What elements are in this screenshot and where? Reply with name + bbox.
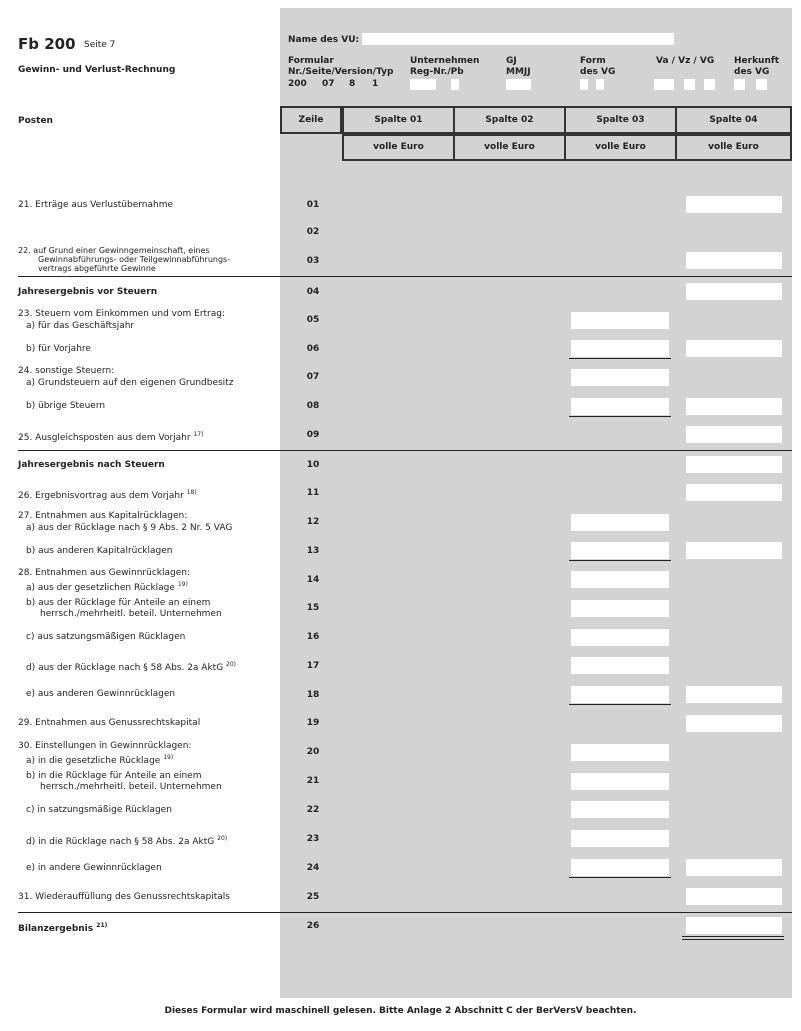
spalte-03-header: Spalte 03 [564, 106, 677, 134]
formular-value-2: 07 [322, 79, 335, 89]
spalte-03-input-05[interactable] [571, 312, 669, 329]
sum-line [569, 416, 671, 417]
unit-01: volle Euro [342, 134, 455, 161]
spalte-03-input-12[interactable] [571, 514, 669, 531]
row-label: 30. Einstellungen in Gewinnrücklagen: [18, 741, 192, 751]
zeile-number: 23 [306, 834, 320, 844]
row-label: e) aus anderen Gewinnrücklagen [26, 689, 176, 699]
spalte-03-input-06[interactable] [571, 340, 669, 357]
spalte-03-input-20[interactable] [571, 744, 669, 761]
formular-value-4: 1 [372, 79, 379, 89]
zeile-number: 14 [306, 575, 320, 585]
row-label: herrsch./mehrheitl. beteil. Unternehmen [40, 609, 222, 619]
mmjj-label: MMJJ [506, 67, 531, 77]
form-subtitle: Gewinn- und Verlust-Rechnung [18, 65, 176, 75]
zeile-number: 10 [306, 460, 320, 470]
zeile-number: 15 [306, 603, 320, 613]
gj-label: GJ [506, 56, 517, 66]
spalte-04-input-13[interactable] [686, 542, 782, 559]
zeile-number: 04 [306, 287, 320, 297]
formular-value-3: 8 [349, 79, 356, 89]
spalte-03-input-08[interactable] [571, 398, 669, 415]
sum-line [569, 358, 671, 359]
double-sum-line [682, 939, 784, 940]
row-label: a) Grundsteuern auf den eigenen Grundbesitz [26, 378, 234, 388]
unit-03: volle Euro [564, 134, 677, 161]
form-id: Fb 200 [18, 35, 76, 53]
divider [18, 450, 792, 451]
page-number: Seite 7 [84, 40, 116, 50]
spalte-04-input-06[interactable] [686, 340, 782, 357]
zeile-number: 25 [306, 892, 320, 902]
row-label: b) für Vorjahre [26, 344, 91, 354]
spalte-03-input-16[interactable] [571, 629, 669, 646]
nr-label: Nr./Seite/Version/Typ [288, 67, 394, 77]
vz-input[interactable] [684, 79, 695, 90]
spalte-04-input-18[interactable] [686, 686, 782, 703]
sum-line [569, 877, 671, 878]
zeile-number: 16 [306, 632, 320, 642]
unit-04: volle Euro [675, 134, 792, 161]
row-label: 28. Entnahmen aus Gewinnrücklagen: [18, 568, 191, 578]
herkunft-des-vg-label: des VG [734, 67, 770, 77]
zeile-number: 24 [306, 863, 320, 873]
row-label: b) in die Rücklage für Anteile an einem [26, 771, 202, 781]
herkunft-label: Herkunft [734, 56, 780, 66]
row-label: 21. Erträge aus Verlustübernahme [18, 200, 174, 210]
name-label: Name des VU: [288, 35, 360, 45]
spalte-03-input-22[interactable] [571, 801, 669, 818]
zeile-number: 26 [306, 921, 320, 931]
zeile-number: 02 [306, 227, 320, 237]
row-label: b) aus anderen Kapitalrücklagen [26, 546, 173, 556]
row-label: 23. Steuern vom Einkommen und vom Ertrag: [18, 309, 226, 319]
zeile-number: 20 [306, 747, 320, 757]
zeile-number: 13 [306, 546, 320, 556]
zeile-number: 21 [306, 776, 320, 786]
zeile-number: 18 [306, 690, 320, 700]
unternehmen-label: Unternehmen [410, 56, 480, 66]
spalte-04-input-26[interactable] [686, 917, 782, 934]
unit-02: volle Euro [453, 134, 566, 161]
zeile-number: 17 [306, 661, 320, 671]
spalte-04-input-04[interactable] [686, 283, 782, 300]
regnr-label: Reg-Nr./Pb [410, 67, 464, 77]
spalte-03-input-07[interactable] [571, 369, 669, 386]
unternehmen-input[interactable] [410, 79, 436, 90]
spalte-04-input-09[interactable] [686, 426, 782, 443]
row-label: 27. Entnahmen aus Kapitalrücklagen: [18, 511, 188, 521]
row-label: 22. auf Grund einer Gewinngemeinschaft, eines [18, 246, 210, 255]
herkunft-input-2[interactable] [756, 79, 767, 90]
spalte-03-input-23[interactable] [571, 830, 669, 847]
zeile-number: 08 [306, 401, 320, 411]
zeile-number: 07 [306, 372, 320, 382]
row-label: Gewinnabführungs- oder Teilgewinnabführungs- [38, 255, 231, 264]
row-label: d) aus der Rücklage nach § 58 Abs. 2a AktG $^{20)}$ [26, 661, 237, 673]
row-label: a) aus der gesetzlichen Rücklage $^{19)}$ [26, 581, 188, 593]
row-label: 31. Wiederauffüllung des Genussrechtskapitals [18, 892, 230, 902]
zeile-header: Zeile [280, 106, 342, 134]
vg-input[interactable] [704, 79, 715, 90]
sum-line [569, 704, 671, 705]
spalte-04-input-10[interactable] [686, 456, 782, 473]
row-label: c) aus satzungsmäßigen Rücklagen [26, 632, 186, 642]
formular-label: Formular [288, 56, 334, 66]
spalte-03-input-18[interactable] [571, 686, 669, 703]
pb-input[interactable] [451, 79, 459, 90]
row-label: 24. sonstige Steuern: [18, 366, 115, 376]
row-label: a) in die gesetzliche Rücklage $^{19)}$ [26, 754, 174, 766]
row-label: 25. Ausgleichsposten aus dem Vorjahr $^{17)}$ [18, 431, 204, 443]
row-label: herrsch./mehrheitl. beteil. Unternehmen [40, 782, 222, 792]
herkunft-input-1[interactable] [734, 79, 745, 90]
row-label: 26. Ergebnisvortrag aus dem Vorjahr $^{18)}$ [18, 489, 197, 501]
row-label: d) in die Rücklage nach § 58 Abs. 2a AktG $^{20)}$ [26, 835, 228, 847]
zeile-number: 01 [306, 200, 320, 210]
posten-label: Posten [18, 116, 53, 126]
row-label: vertrags abgeführte Gewinne [38, 264, 156, 273]
zeile-number: 05 [306, 315, 320, 325]
spalte-03-input-14[interactable] [571, 571, 669, 588]
form-label: Form [580, 56, 606, 66]
row-label: c) in satzungsmäßige Rücklagen [26, 805, 172, 815]
gj-input[interactable] [506, 79, 531, 90]
divider [18, 912, 792, 913]
spalte-04-input-01[interactable] [686, 196, 782, 213]
zeile-number: 06 [306, 344, 320, 354]
footer-note: Dieses Formular wird maschinell gelesen. Bitte Anlage 2 Abschnitt C der BerVersV beachten. [164, 1006, 637, 1016]
spalte-03-input-13[interactable] [571, 542, 669, 559]
row-label: 29. Entnahmen aus Genussrechtskapital [18, 718, 201, 728]
spalte-02-header: Spalte 02 [453, 106, 566, 134]
row-label: a) aus der Rücklage nach § 9 Abs. 2 Nr. 5 VAG [26, 523, 233, 533]
spalte-03-input-21[interactable] [571, 773, 669, 790]
form-input-1[interactable] [580, 79, 588, 90]
row-label: a) für das Geschäftsjahr [26, 321, 135, 331]
form-input-2[interactable] [596, 79, 604, 90]
spalte-04-input-25[interactable] [686, 888, 782, 905]
divider [18, 276, 792, 277]
row-label: e) in andere Gewinnrücklagen [26, 863, 162, 873]
spalte-04-header: Spalte 04 [675, 106, 792, 134]
sum-line [569, 560, 671, 561]
spalte-03-input-24[interactable] [571, 859, 669, 876]
zeile-number: 03 [306, 256, 320, 266]
zeile-number: 19 [306, 718, 320, 728]
row-label: Jahresergebnis nach Steuern [18, 460, 165, 470]
spalte-04-input-08[interactable] [686, 398, 782, 415]
row-label: Jahresergebnis vor Steuern [18, 287, 158, 297]
spalte-04-input-03[interactable] [686, 252, 782, 269]
va-label: Va / Vz / VG [656, 56, 715, 66]
formular-value-1: 200 [288, 79, 307, 89]
row-label: Bilanzergebnis $^{21)}$ [18, 922, 108, 934]
spalte-04-input-24[interactable] [686, 859, 782, 876]
double-sum-line [682, 936, 784, 937]
name-input[interactable] [362, 33, 674, 45]
row-label: b) aus der Rücklage für Anteile an einem [26, 598, 211, 608]
zeile-number: 22 [306, 805, 320, 815]
spalte-03-input-17[interactable] [571, 657, 669, 674]
zeile-number: 12 [306, 517, 320, 527]
spalte-04-input-11[interactable] [686, 484, 782, 501]
form-des-vg-label: des VG [580, 67, 616, 77]
spalte-01-header: Spalte 01 [342, 106, 455, 134]
va-input[interactable] [654, 79, 674, 90]
spalte-03-input-15[interactable] [571, 600, 669, 617]
spalte-04-input-19[interactable] [686, 715, 782, 732]
row-label: b) übrige Steuern [26, 401, 106, 411]
zeile-number: 09 [306, 430, 320, 440]
zeile-number: 11 [306, 488, 320, 498]
